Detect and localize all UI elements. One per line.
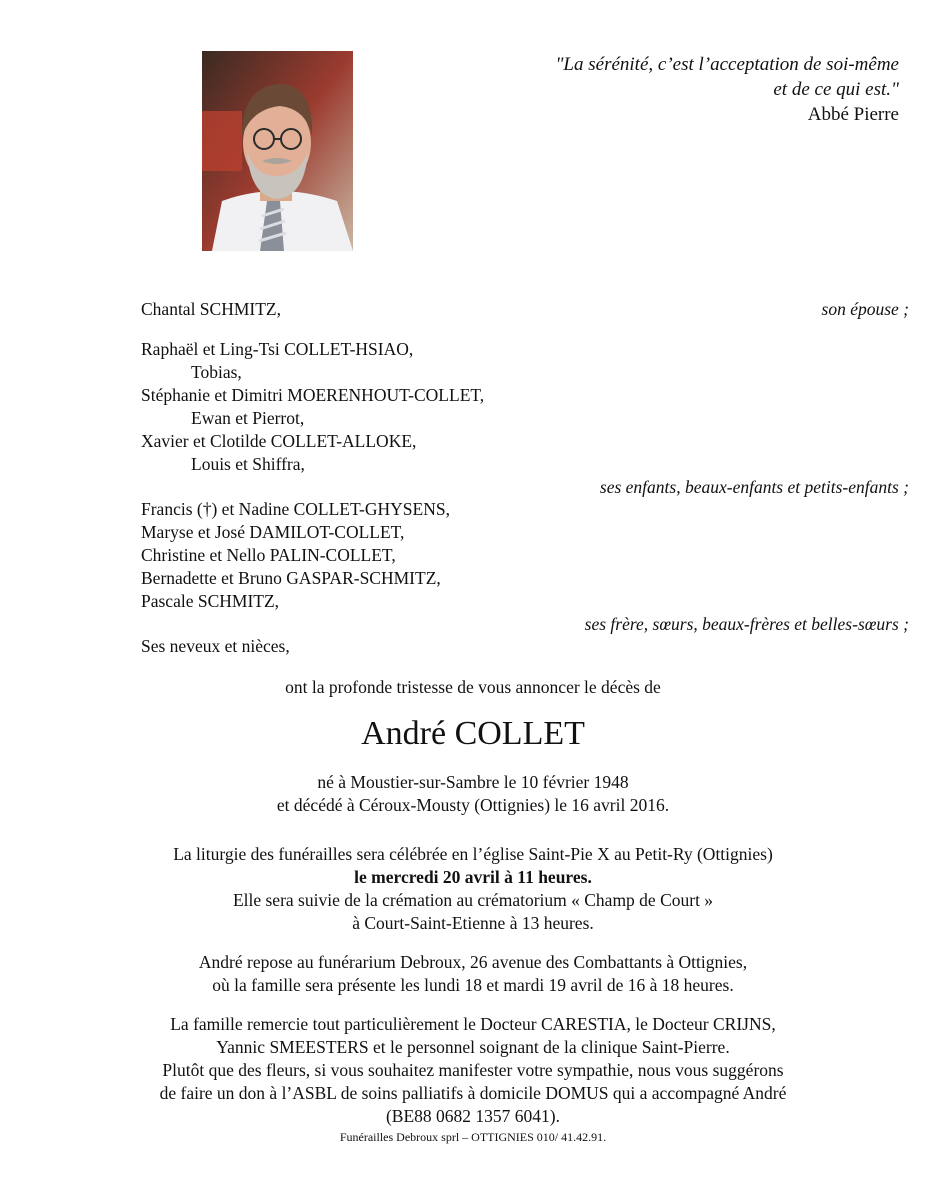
sibling-line: Francis (†) et Nadine COLLET-GHYSENS, <box>141 499 450 519</box>
donation-line: Plutôt que des fleurs, si vous souhaitez manifester votre sympathie, nous vous suggérons <box>162 1060 784 1080</box>
children-role: ses enfants, beaux-enfants et petits-enfants ; <box>599 477 909 497</box>
grandchildren-line: Tobias, <box>191 362 242 382</box>
nephews-line: Ses neveux et nièces, <box>141 636 290 656</box>
sibling-line: Maryse et José DAMILOT-COLLET, <box>141 522 405 542</box>
visitation-line: où la famille sera présente les lundi 18 et mardi 19 avril de 16 à 18 heures. <box>212 975 734 995</box>
deceased-name: André COLLET <box>361 715 585 752</box>
children-line: Xavier et Clotilde COLLET-ALLOKE, <box>141 431 417 451</box>
thanks-line: La famille remercie tout particulièrement le Docteur CARESTIA, le Docteur CRIJNS, <box>170 1014 776 1034</box>
bank-account: (BE88 0682 1357 6041). <box>385 1106 561 1126</box>
quote-block <box>555 52 899 127</box>
cremation-line: Elle sera suivie de la crémation au crématorium « Champ de Court » <box>232 890 714 910</box>
quote-line-2: et de ce qui est." <box>773 79 899 100</box>
quote-author: Abbé Pierre <box>807 104 899 125</box>
portrait-photo <box>202 51 353 251</box>
cremation-location: à Court-Saint-Etienne à 13 heures. <box>352 913 594 933</box>
sibling-line: Pascale SCHMITZ, <box>141 591 280 611</box>
children-line: Raphaël et Ling-Tsi COLLET-HSIAO, <box>141 339 414 359</box>
quote-line-1: "La sérénité, c’est l’acceptation de soi-même <box>555 54 899 75</box>
children-line: Stéphanie et Dimitri MOERENHOUT-COLLET, <box>141 385 485 405</box>
grandchildren-line: Louis et Shiffra, <box>191 454 305 474</box>
siblings-role-row <box>141 613 909 636</box>
donation-line: de faire un don à l’ASBL de soins palliatifs à domicile DOMUS qui a accompagné André <box>159 1083 787 1103</box>
thanks-line: Yannic SMEESTERS et le personnel soignant de la clinique Saint-Pierre. <box>216 1037 730 1057</box>
sibling-line: Christine et Nello PALIN-COLLET, <box>141 545 396 565</box>
death-line: et décédé à Céroux-Mousty (Ottignies) le 16 avril 2016. <box>276 795 670 815</box>
children-role-row <box>141 476 909 499</box>
spouse-name: Chantal SCHMITZ, <box>141 299 281 319</box>
announcement-line: ont la profonde tristesse de vous annoncer le décès de <box>285 677 661 697</box>
funeral-date: le mercredi 20 avril à 11 heures. <box>354 867 592 887</box>
funeral-line: La liturgie des funérailles sera célébrée en l’église Saint-Pie X au Petit-Ry (Ottignies) <box>173 844 773 864</box>
grandchildren-line: Ewan et Pierrot, <box>191 408 305 428</box>
sibling-line: Bernadette et Bruno GASPAR-SCHMITZ, <box>141 568 441 588</box>
spouse-row <box>141 298 909 321</box>
siblings-role: ses frère, sœurs, beaux-frères et belles-sœurs ; <box>584 614 909 634</box>
footer-funeral-home: Funérailles Debroux sprl – OTTIGNIES 010/ 41.42.91. <box>339 1130 607 1144</box>
birth-line: né à Moustier-sur-Sambre le 10 février 1948 <box>317 772 629 792</box>
funerarium-line: André repose au funérarium Debroux, 26 avenue des Combattants à Ottignies, <box>198 952 748 972</box>
spouse-role: son épouse ; <box>821 299 909 319</box>
